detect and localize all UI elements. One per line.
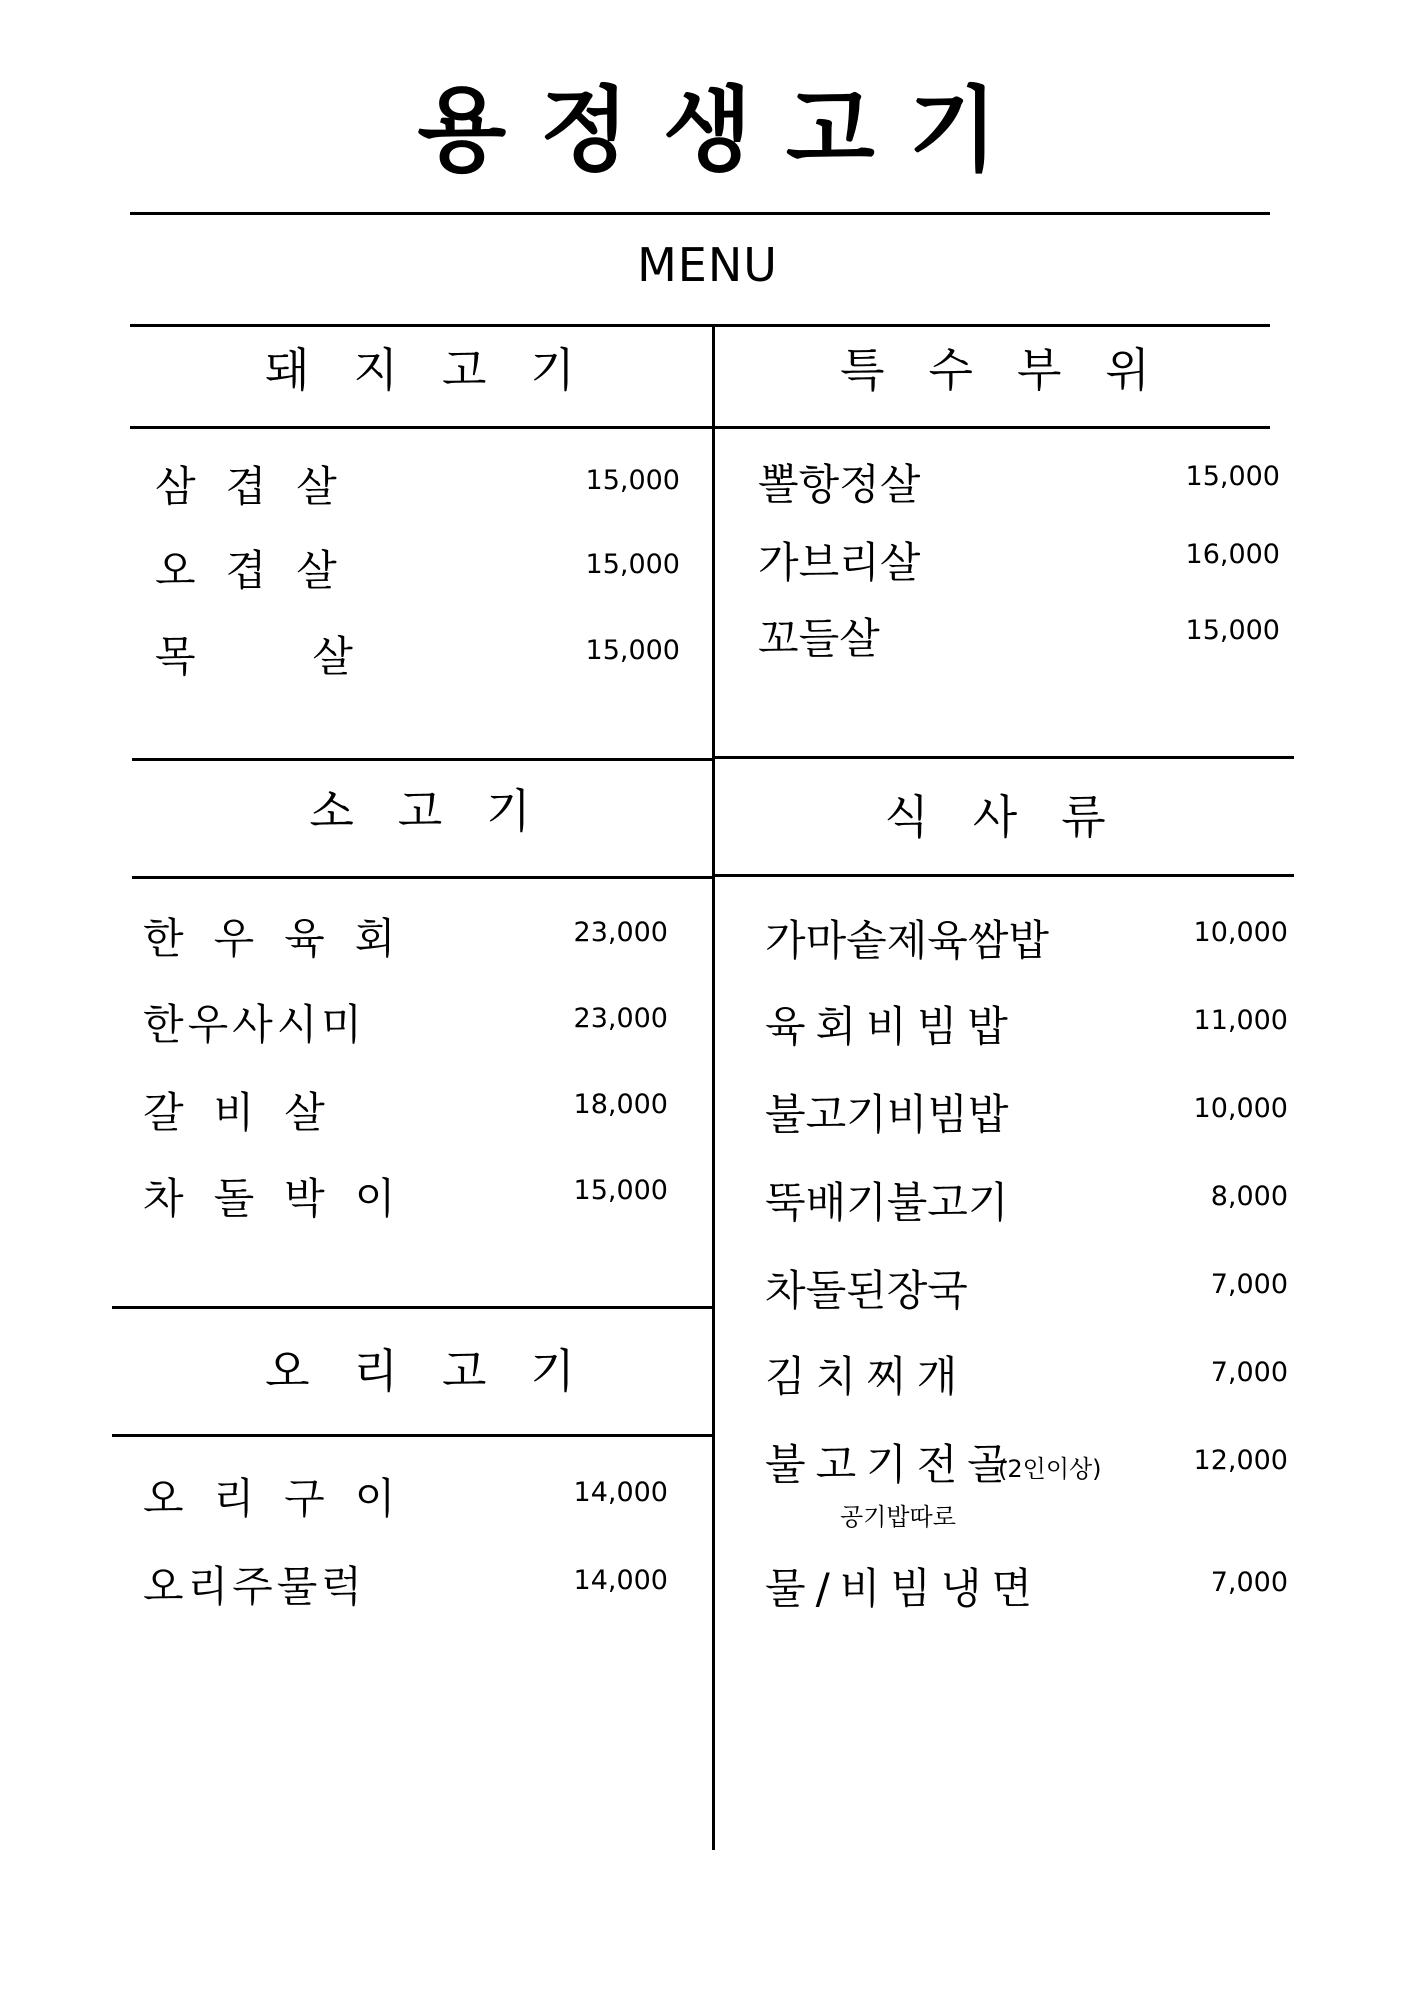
price-pork-3: 15,000	[585, 635, 680, 666]
price-special-3: 15,000	[1185, 615, 1280, 646]
price-beef-1: 23,000	[573, 917, 668, 948]
price-meals-2: 11,000	[1193, 1005, 1288, 1036]
price-pork-2: 15,000	[585, 549, 680, 580]
divider-top	[130, 212, 1270, 215]
menu-item-pork-3: 목 살	[155, 632, 383, 681]
price-meals-6: 7,000	[1210, 1357, 1288, 1388]
menu-item-duck-1: 오리구이	[143, 1474, 426, 1523]
menu-item-meals-3: 불고기비빔밥	[765, 1090, 1009, 1139]
price-special-1: 15,000	[1185, 461, 1280, 492]
divider-mid-right	[712, 756, 1294, 759]
menu-item-meals-8: 물/비빔냉면	[765, 1564, 1043, 1613]
menu-item-meals-7: 불고기전골	[765, 1440, 1018, 1489]
price-meals-8: 7,000	[1210, 1567, 1288, 1598]
divider-pork-header	[130, 426, 1270, 429]
menu-label: MENU	[637, 238, 778, 292]
section-title-meals: 식사류	[884, 790, 1150, 844]
section-title-special: 특수부위	[840, 343, 1194, 397]
menu-item-beef-1: 한우육회	[143, 914, 426, 963]
price-meals-7: 12,000	[1193, 1445, 1288, 1476]
divider-duck-top	[112, 1306, 714, 1309]
menu-item-duck-2: 오리주물럭	[143, 1562, 366, 1611]
price-duck-2: 14,000	[573, 1565, 668, 1596]
menu-item-meals-7-note: (2인이상)	[998, 1455, 1102, 1483]
menu-item-special-2: 가브리살	[758, 538, 921, 587]
section-title-beef: 소고기	[309, 784, 575, 838]
price-beef-3: 18,000	[573, 1089, 668, 1120]
price-beef-2: 23,000	[573, 1003, 668, 1034]
divider-under-menu	[130, 324, 1270, 327]
divider-beef-header	[132, 876, 714, 879]
menu-item-beef-2: 한우사시미	[143, 1000, 366, 1049]
price-special-2: 16,000	[1185, 539, 1280, 570]
divider-duck-header	[112, 1434, 714, 1437]
menu-item-pork-2: 오겹살	[155, 546, 367, 595]
section-title-duck: 오리고기	[265, 1344, 619, 1398]
menu-item-beef-3: 갈비살	[143, 1088, 355, 1137]
price-meals-3: 10,000	[1193, 1093, 1288, 1124]
menu-item-meals-4: 뚝배기불고기	[765, 1178, 1009, 1227]
menu-item-meals-6: 김치찌개	[765, 1352, 968, 1401]
divider-meals-header	[712, 874, 1294, 877]
menu-item-meals-7-subnote: 공기밥따로	[840, 1503, 956, 1531]
divider-mid-left	[132, 758, 714, 761]
price-pork-1: 15,000	[585, 465, 680, 496]
price-meals-1: 10,000	[1193, 917, 1288, 948]
menu-item-meals-2: 육회비빔밥	[765, 1002, 1018, 1051]
menu-item-pork-1: 삼겹살	[155, 462, 367, 511]
section-title-pork: 돼지고기	[265, 343, 619, 397]
price-duck-1: 14,000	[573, 1477, 668, 1508]
price-beef-4: 15,000	[573, 1175, 668, 1206]
menu-item-meals-1: 가마솥제육쌈밥	[765, 916, 1050, 965]
divider-vertical	[712, 325, 715, 1850]
restaurant-name: 용정생고기	[417, 77, 1032, 184]
menu-item-special-3: 꼬들살	[758, 614, 880, 663]
menu-item-beef-4: 차돌박이	[143, 1174, 426, 1223]
price-meals-5: 7,000	[1210, 1269, 1288, 1300]
menu-item-meals-5: 차돌된장국	[765, 1266, 968, 1315]
menu-item-special-1: 뽈항정살	[758, 460, 921, 509]
price-meals-4: 8,000	[1210, 1181, 1288, 1212]
